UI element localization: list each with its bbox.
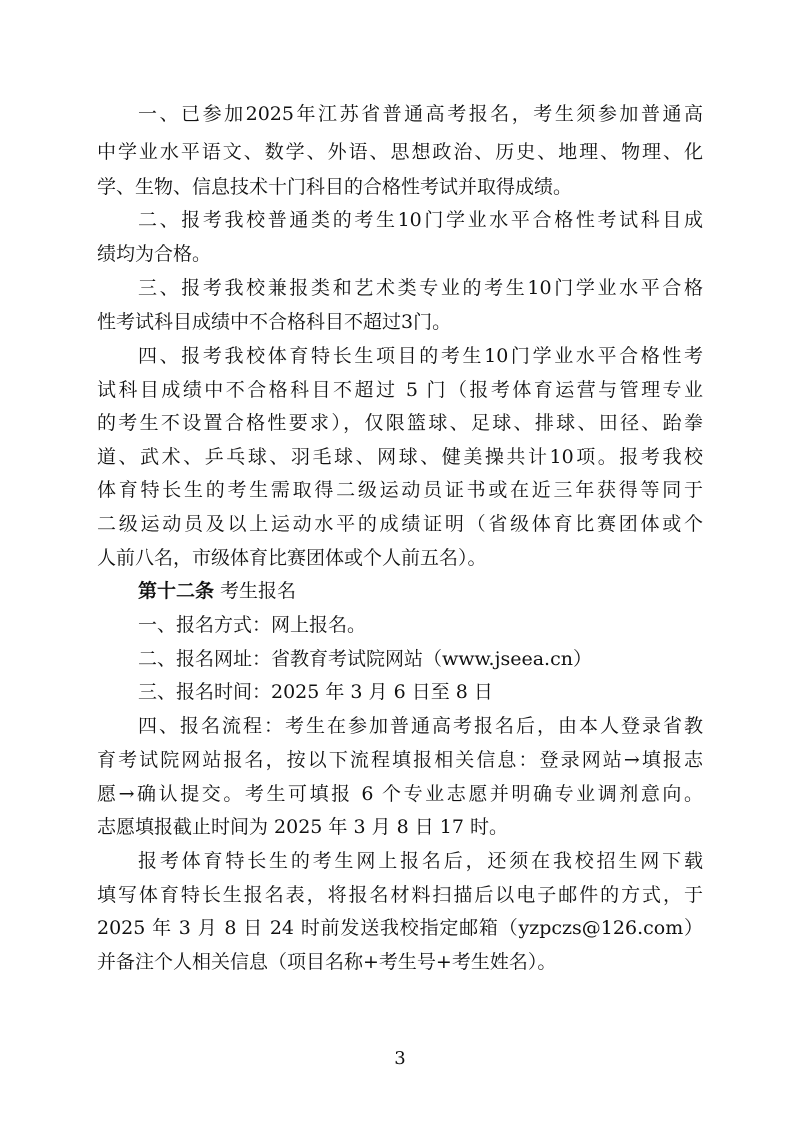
paragraph-1-line-3: 学、生物、信息技术十门科目的合格性考试并取得成绩。 xyxy=(97,176,573,198)
paragraph-4-line-2: 试科目成绩中不合格科目不超过 5 门（报考体育运营与管理专业 xyxy=(97,379,703,401)
paragraph-4-line-5: 体育特长生的考生需取得二级运动员证书或在近三年获得等同于 xyxy=(97,479,703,501)
procedure-line-2: 育考试院网站报名，按以下流程填报相关信息：登录网站→填报志 xyxy=(97,749,703,771)
paragraph-4-line-6: 二级运动员及以上运动水平的成绩证明（省级体育比赛团体或个 xyxy=(97,513,703,535)
paragraph-2-line-2: 绩均为合格。 xyxy=(97,243,212,265)
registration-time: 三、报名时间：2025 年 3 月 6 日至 8 日 xyxy=(138,681,493,703)
paragraph-4-line-7: 人前八名，市级体育比赛团体或个人前五名）。 xyxy=(97,547,487,569)
sports-line-1: 报考体育特长生的考生网上报名后，还须在我校招生网下载 xyxy=(138,850,703,872)
paragraph-3-line-2: 性考试科目成绩中不合格科目不超过3门。 xyxy=(97,311,452,333)
article-title: 考生报名 xyxy=(214,580,297,602)
article-number: 第十二条 xyxy=(138,580,215,602)
registration-website: 二、报名网址：省教育考试院网站（www.jseea.cn） xyxy=(138,648,592,670)
paragraph-1-line-2: 中学业水平语文、数学、外语、思想政治、历史、地理、物理、化 xyxy=(97,141,703,163)
procedure-line-4: 志愿填报截止时间为 2025 年 3 月 8 日 17 时。 xyxy=(97,816,509,838)
paragraph-4-line-1: 四、报考我校体育特长生项目的考生10门学业水平合格性考 xyxy=(138,345,703,367)
sports-line-4: 并备注个人相关信息（项目名称+考生号+考生姓名）。 xyxy=(97,951,557,973)
paragraph-1-line-1: 一、已参加2025年江苏省普通高考报名，考生须参加普通高 xyxy=(138,103,703,125)
paragraph-4-line-3: 的考生不设置合格性要求），仅限篮球、足球、排球、田径、跆拳 xyxy=(97,412,703,434)
article-heading xyxy=(138,579,703,603)
paragraph-2-line-1: 二、报考我校普通类的考生10门学业水平合格性考试科目成 xyxy=(138,209,703,231)
procedure-line-1: 四、报名流程：考生在参加普通高考报名后，由本人登录省教 xyxy=(138,715,703,737)
sports-line-2: 填写体育特长生报名表，将报名材料扫描后以电子邮件的方式，于 xyxy=(97,884,703,906)
paragraph-3-line-1: 三、报考我校兼报类和艺术类专业的考生10门学业水平合格 xyxy=(138,277,703,299)
page-number: 3 xyxy=(394,1048,406,1069)
paragraph-4-line-4: 道、武术、乒乓球、羽毛球、网球、健美操共计10项。报考我校 xyxy=(97,446,703,468)
sports-line-3: 2025 年 3 月 8 日 24 时前发送我校指定邮箱（yzpczs@126.com） xyxy=(97,917,703,939)
registration-method: 一、报名方式：网上报名。 xyxy=(138,614,367,636)
procedure-line-3: 愿→确认提交。考生可填报 6 个专业志愿并明确专业调剂意向。 xyxy=(97,783,703,805)
